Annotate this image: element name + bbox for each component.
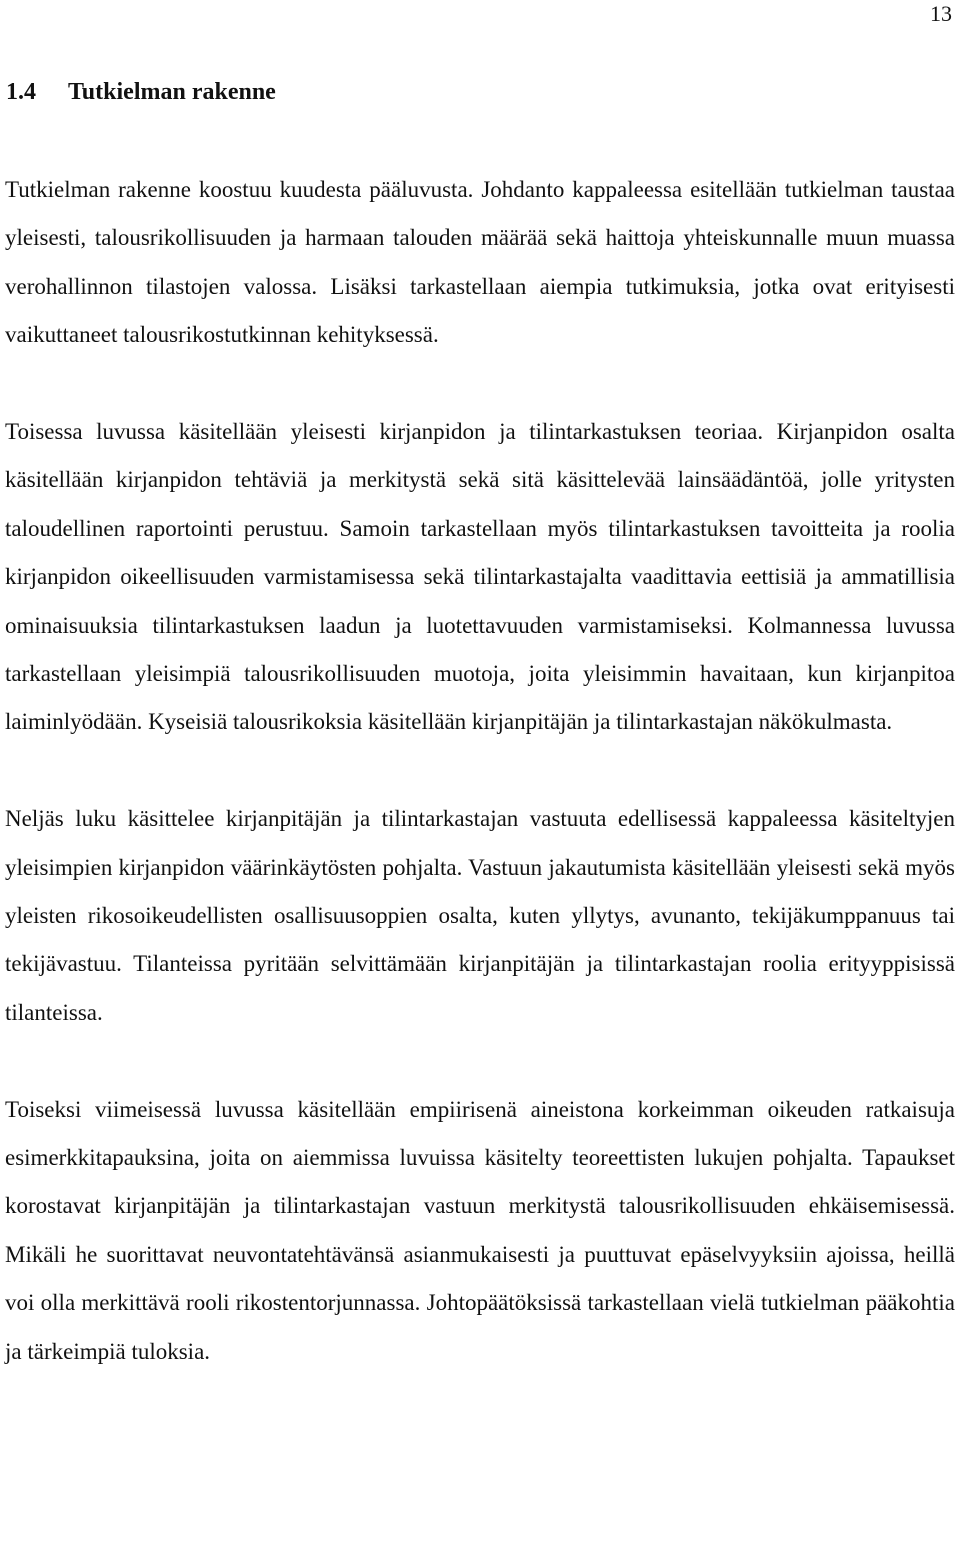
paragraph-2: Toisessa luvussa käsitellään yleisesti kirjanpidon ja tilintarkastuksen teoriaa. Kirjanpidon osalta käsitellään kirjanpidon tehtäviä ja merkitystä sekä sitä käsittelevää lainsäädäntöä, jolle yritysten taloudellinen raportointi perustuu. Samoin tarkastellaan myös tilintarkastuksen tavoitteita ja roolia kirjanpidon oikeellisuuden varmistamisessa sekä tilintarkastajalta vaadittavia eettisiä ja ammatillisia ominaisuuksia tilintarkastuksen laadun ja luotettavuuden varmistamiseksi. Kolmannessa luvussa tarkastellaan yleisimpiä talousrikollisuuden muotoja, joita yleisimmin havaitaan, kun kirjanpitoa laiminlyödään. Kyseisiä talousrikoksia käsitellään kirjanpitäjän ja tilintarkastajan näkökulmasta. — [5, 419, 955, 735]
section-number: 1.4 — [6, 79, 36, 105]
section-heading — [6, 76, 276, 108]
paragraph-1: Tutkielman rakenne koostuu kuudesta pääluvusta. Johdanto kappaleessa esitellään tutkielman taustaa yleisesti, talousrikollisuuden ja harmaan talouden määrää sekä haittoja yhteiskunnalle muun muassa verohallinnon tilastojen valossa. Lisäksi tarkastellaan aiempia tutkimuksia, jotka ovat erityisesti vaikuttaneet talousrikostutkinnan kehityksessä. — [5, 177, 955, 348]
paragraph-4: Toiseksi viimeisessä luvussa käsitellään empiirisenä aineistona korkeimman oikeuden ratkaisuja esimerkkitapauksina, joita on aiemmissa luvuissa käsitelty teoreettisten lukujen pohjalta. Tapaukset korostavat kirjanpitäjän ja tilintarkastajan vastuun merkitystä talousrikollisuuden ehkäisemisessä. Mikäli he suorittavat neuvontatehtävänsä asianmukaisesti ja puuttuvat epäselvyyksiin ajoissa, heillä voi olla merkittävä rooli rikostentorjunnassa. Johtopäätöksissä tarkastellaan vielä tutkielman pääkohtia ja tärkeimpiä tuloksia. — [5, 1096, 955, 1364]
paragraph-3: Neljäs luku käsittelee kirjanpitäjän ja tilintarkastajan vastuuta edellisessä kappaleessa käsiteltyjen yleisimpien kirjanpidon väärinkäytösten pohjalta. Vastuun jakautumista käsitellään yleisesti sekä myös yleisten rikosoikeudellisten osallisuusoppien osalta, kuten yllytys, avunanto, tekijäkumppanuus tai tekijävastuu. Tilanteissa pyritään selvittämään kirjanpitäjän ja tilintarkastajan roolia erityyppisissä tilanteissa. — [5, 806, 955, 1025]
section-title: Tutkielman rakenne — [68, 79, 276, 105]
body-text — [5, 166, 955, 1376]
page-number: 13 — [930, 1, 952, 26]
